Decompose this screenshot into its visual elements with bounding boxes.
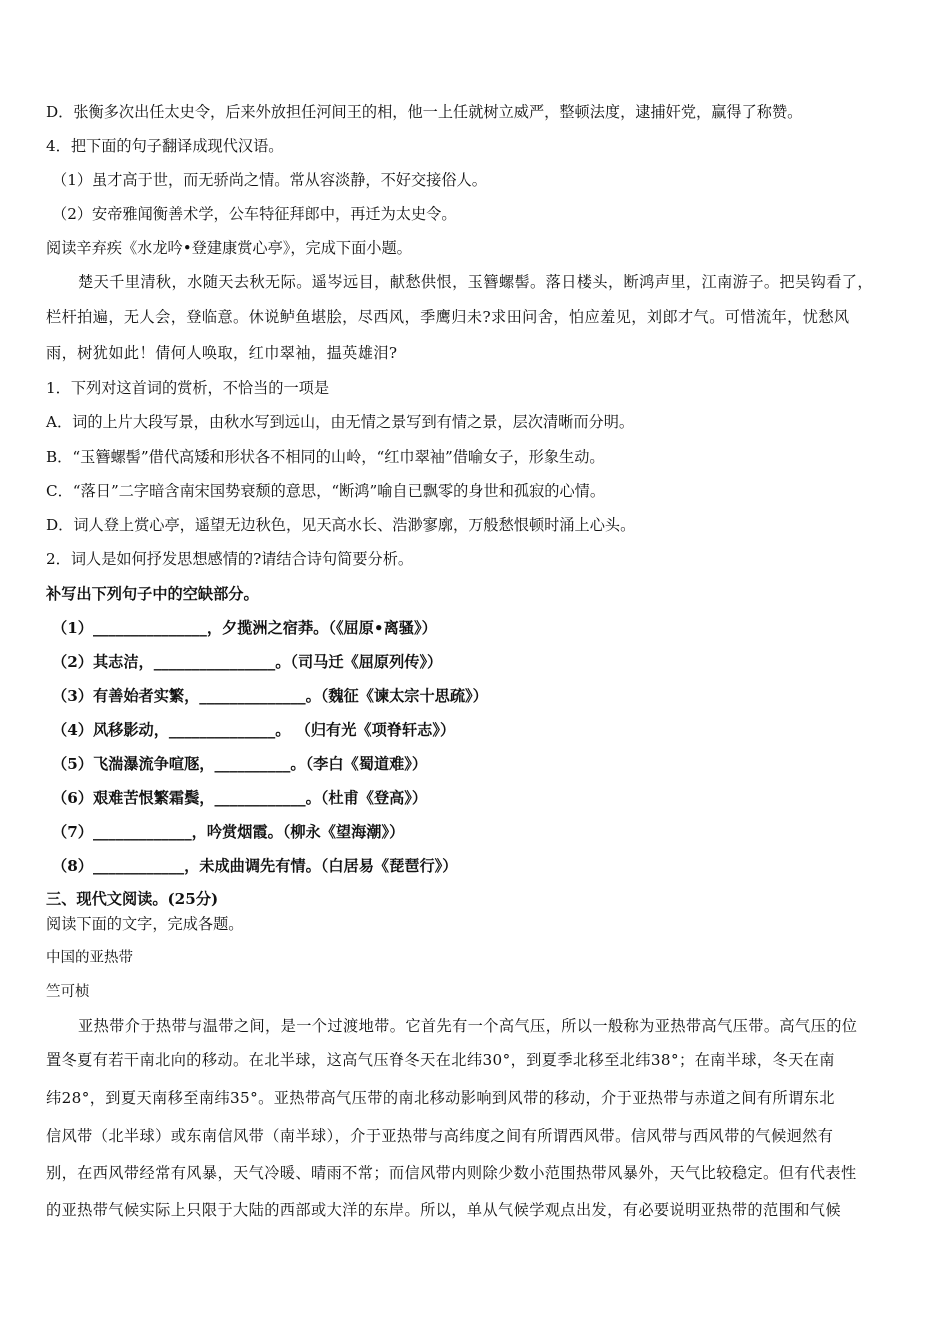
poem-option-b: B．“玉簪螺髻”借代高矮和形状各不相同的山岭，“红巾翠袖”借喻女子，形象生动。	[46, 448, 605, 466]
fill-blank-item-7: （7）_____________，吟赏烟霞。（柳永《望海潮》）	[52, 823, 405, 841]
article-paragraph-line-3: 纬28°，到夏天南移至南纬35°。亚热带高气压带的南北移动影响到风带的移动，介于亚热带与赤道之间有所谓东北	[46, 1089, 835, 1107]
poem-question-1: 1．下列对这首词的赏析，不恰当的一项是	[46, 379, 330, 397]
poem-text-line-1: 楚天千里清秋，水随天去秋无际。遥岑远目，献愁供恨，玉簪螺髻。落日楼头，断鸿声里，江南游子。把吴钩看了，	[78, 273, 873, 291]
fill-blank-item-6: （6）艰难苦恨繁霜鬓，____________。（杜甫《登高》）	[52, 789, 428, 807]
section-3-heading: 三、现代文阅读。(25分)	[46, 890, 219, 908]
fill-blank-item-5: （5）飞湍瀑流争喧豗，__________。（李白《蜀道难》）	[52, 755, 428, 773]
fill-blank-item-8: （8）____________，未成曲调先有情。（白居易《琵琶行》）	[52, 857, 458, 875]
article-paragraph-line-1: 亚热带介于热带与温带之间，是一个过渡地带。它首先有一个高气压，所以一般称为亚热带高气压带。高气压的位	[78, 1017, 858, 1035]
poem-option-d: D．词人登上赏心亭，遥望无边秋色，见天高水长、浩渺寥廓，万般愁恨顿时涌上心头。	[46, 516, 636, 534]
article-paragraph-line-2: 置冬夏有若干南北向的移动。在北半球，这高气压脊冬天在北纬30°，到夏季北移至北纬38°；在南半球，冬天在南	[46, 1051, 835, 1069]
poem-text-line-3: 雨，树犹如此！倩何人唤取，红巾翠袖，揾英雄泪?	[46, 344, 398, 362]
fill-blank-item-4: （4）风移影动，______________。 （归有光《项脊轩志》）	[52, 721, 456, 739]
translate-sentence-1: （1）虽才高于世，而无骄尚之情。常从容淡静，不好交接俗人。	[52, 171, 487, 189]
poem-option-c: C．“落日”二字暗含南宋国势衰颓的意思，“断鸿”喻自已飘零的身世和孤寂的心情。	[46, 482, 606, 500]
fill-blank-item-3: （3）有善始者实繁，______________。（魏征《谏太宗十思疏》）	[52, 687, 488, 705]
poem-reading-intro: 阅读辛弃疾《水龙吟•登建康赏心亭》，完成下面小题。	[46, 239, 412, 257]
fill-blank-item-2: （2）其志洁，________________。（司马迁《屈原列传》）	[52, 653, 443, 671]
translate-sentence-2: （2）安帝雅闻衡善术学，公车特征拜郎中，再迁为太史令。	[52, 205, 457, 223]
article-title: 中国的亚热带	[46, 950, 133, 966]
fill-blank-heading: 补写出下列句子中的空缺部分。	[46, 585, 259, 603]
article-author: 竺可桢	[46, 984, 90, 1000]
poem-option-a: A．词的上片大段写景，由秋水写到远山，由无情之景写到有情之景，层次清晰而分明。	[46, 413, 635, 431]
article-paragraph-line-5: 别，在西风带经常有风暴，天气冷暖、晴雨不常；而信风带内则除少数小范围热带风暴外，天气比较稳定。但有代表性	[46, 1164, 857, 1182]
modern-reading-intro: 阅读下面的文字，完成各题。	[46, 915, 244, 933]
fill-blank-item-1: （1）_______________，夕揽洲之宿莽。（《屈原•离骚》）	[52, 619, 437, 637]
poem-question-2: 2．词人是如何抒发思想感情的?请结合诗句简要分析。	[46, 550, 414, 568]
article-paragraph-line-6: 的亚热带气候实际上只限于大陆的西部或大洋的东岸。所以，单从气候学观点出发，有必要说明亚热带的范围和气候	[46, 1201, 841, 1219]
option-d-text-zhangheng: D．张衡多次出任太史令，后来外放担任河间王的相，他一上任就树立威严，整顿法度，逮捕奸党，赢得了称赞。	[46, 103, 803, 121]
question-4-prompt: 4．把下面的句子翻译成现代汉语。	[46, 137, 284, 155]
article-paragraph-line-4: 信风带（北半球）或东南信风带（南半球），介于亚热带与高纬度之间有所谓西风带。信风带与西风带的气候迥然有	[46, 1127, 834, 1145]
poem-text-line-2: 栏杆拍遍，无人会，登临意。休说鲈鱼堪脍，尽西风，季鹰归未?求田问舍，怕应羞见，刘郎才气。可惜流年，忧愁风	[46, 308, 850, 326]
